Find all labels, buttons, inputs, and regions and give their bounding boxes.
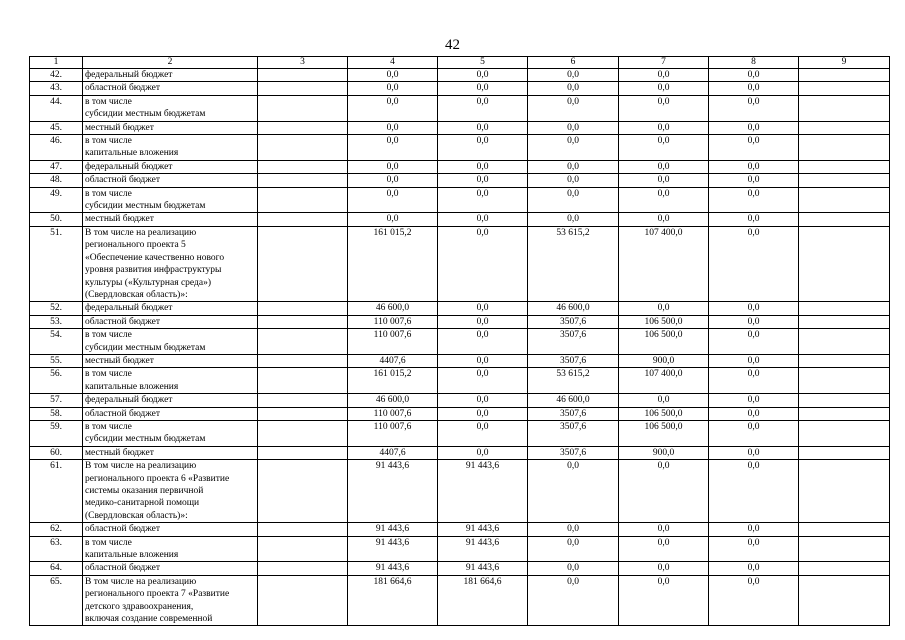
cell-value <box>799 523 890 536</box>
cell-value: 106 500,0 <box>619 329 709 355</box>
cell-value: 0,0 <box>348 82 438 95</box>
row-number: 47. <box>30 160 83 173</box>
cell-value: 0,0 <box>438 226 528 301</box>
cell-value: 0,0 <box>528 460 619 523</box>
cell-value: 0,0 <box>709 226 799 301</box>
cell-value: 0,0 <box>619 562 709 575</box>
cell-value: 91 443,6 <box>438 523 528 536</box>
row-number: 63. <box>30 536 83 562</box>
cell-value: 0,0 <box>438 135 528 161</box>
cell-value: 181 664,6 <box>348 575 438 626</box>
cell-value <box>258 160 348 173</box>
cell-value: 0,0 <box>619 160 709 173</box>
row-number: 57. <box>30 394 83 407</box>
cell-value <box>258 69 348 82</box>
cell-value: 0,0 <box>438 354 528 367</box>
row-label: в том числе субсидии местным бюджетам <box>83 329 258 355</box>
row-label: федеральный бюджет <box>83 394 258 407</box>
cell-value: 110 007,6 <box>348 315 438 328</box>
cell-value <box>258 446 348 459</box>
row-label: местный бюджет <box>83 121 258 134</box>
cell-value <box>799 213 890 226</box>
cell-value: 91 443,6 <box>438 460 528 523</box>
cell-value: 0,0 <box>438 302 528 315</box>
cell-value: 0,0 <box>709 354 799 367</box>
row-label: федеральный бюджет <box>83 302 258 315</box>
cell-value <box>258 121 348 134</box>
row-number: 56. <box>30 368 83 394</box>
cell-value: 161 015,2 <box>348 368 438 394</box>
cell-value <box>799 69 890 82</box>
cell-value: 4407,6 <box>348 446 438 459</box>
cell-value: 0,0 <box>619 302 709 315</box>
cell-value <box>799 368 890 394</box>
cell-value: 0,0 <box>528 95 619 121</box>
column-header: 4 <box>348 57 438 69</box>
table-row <box>30 446 890 459</box>
column-header: 1 <box>30 57 83 69</box>
table-row <box>30 394 890 407</box>
cell-value: 0,0 <box>709 329 799 355</box>
cell-value: 0,0 <box>709 368 799 394</box>
table-row <box>30 575 890 626</box>
cell-value: 0,0 <box>619 575 709 626</box>
cell-value <box>258 187 348 213</box>
column-header: 2 <box>83 57 258 69</box>
cell-value: 0,0 <box>438 420 528 446</box>
table-row <box>30 213 890 226</box>
cell-value: 0,0 <box>348 121 438 134</box>
cell-value: 0,0 <box>709 394 799 407</box>
cell-value <box>799 174 890 187</box>
cell-value <box>799 407 890 420</box>
row-number: 49. <box>30 187 83 213</box>
cell-value <box>258 536 348 562</box>
cell-value <box>799 95 890 121</box>
table-row <box>30 160 890 173</box>
cell-value <box>799 315 890 328</box>
cell-value: 0,0 <box>528 160 619 173</box>
row-number: 55. <box>30 354 83 367</box>
cell-value <box>258 95 348 121</box>
row-label: в том числе субсидии местным бюджетам <box>83 95 258 121</box>
cell-value: 0,0 <box>348 95 438 121</box>
cell-value: 0,0 <box>438 160 528 173</box>
cell-value: 91 443,6 <box>348 460 438 523</box>
cell-value: 0,0 <box>528 174 619 187</box>
table-row <box>30 460 890 523</box>
cell-value: 4407,6 <box>348 354 438 367</box>
cell-value <box>799 446 890 459</box>
cell-value: 0,0 <box>528 562 619 575</box>
cell-value: 110 007,6 <box>348 407 438 420</box>
row-label: в том числе субсидии местным бюджетам <box>83 420 258 446</box>
cell-value: 0,0 <box>348 160 438 173</box>
cell-value <box>258 315 348 328</box>
cell-value: 91 443,6 <box>348 536 438 562</box>
cell-value: 0,0 <box>619 82 709 95</box>
cell-value: 106 500,0 <box>619 315 709 328</box>
cell-value: 900,0 <box>619 354 709 367</box>
cell-value <box>258 302 348 315</box>
cell-value <box>799 82 890 95</box>
cell-value: 0,0 <box>438 187 528 213</box>
column-header: 8 <box>709 57 799 69</box>
cell-value: 0,0 <box>438 446 528 459</box>
cell-value: 3507,6 <box>528 420 619 446</box>
cell-value: 46 600,0 <box>348 302 438 315</box>
row-number: 58. <box>30 407 83 420</box>
cell-value: 181 664,6 <box>438 575 528 626</box>
cell-value <box>799 226 890 301</box>
column-header: 3 <box>258 57 348 69</box>
cell-value: 0,0 <box>528 135 619 161</box>
cell-value: 0,0 <box>438 213 528 226</box>
cell-value: 0,0 <box>709 174 799 187</box>
cell-value: 0,0 <box>709 562 799 575</box>
row-label: областной бюджет <box>83 174 258 187</box>
table-row <box>30 95 890 121</box>
table-row <box>30 420 890 446</box>
cell-value: 0,0 <box>709 575 799 626</box>
table-row <box>30 135 890 161</box>
cell-value: 53 615,2 <box>528 368 619 394</box>
cell-value: 0,0 <box>619 213 709 226</box>
cell-value <box>258 329 348 355</box>
budget-table <box>29 56 890 626</box>
cell-value <box>258 562 348 575</box>
cell-value: 3507,6 <box>528 446 619 459</box>
cell-value <box>258 82 348 95</box>
cell-value: 0,0 <box>348 213 438 226</box>
cell-value: 0,0 <box>619 135 709 161</box>
row-number: 43. <box>30 82 83 95</box>
cell-value: 0,0 <box>709 187 799 213</box>
row-label: местный бюджет <box>83 213 258 226</box>
cell-value: 0,0 <box>438 407 528 420</box>
cell-value: 0,0 <box>528 121 619 134</box>
cell-value: 91 443,6 <box>348 523 438 536</box>
table-row <box>30 536 890 562</box>
cell-value: 0,0 <box>709 536 799 562</box>
row-number: 52. <box>30 302 83 315</box>
row-label: местный бюджет <box>83 354 258 367</box>
table-row <box>30 226 890 301</box>
cell-value <box>258 174 348 187</box>
row-number: 64. <box>30 562 83 575</box>
row-label: В том числе на реализацию регионального проекта 5 «Обеспечение качественно нового уровня развития инфраструктуры культуры («Культурная среда») (Свердловская область)»: <box>83 226 258 301</box>
row-label: областной бюджет <box>83 82 258 95</box>
cell-value: 0,0 <box>709 121 799 134</box>
cell-value: 0,0 <box>528 187 619 213</box>
cell-value: 0,0 <box>348 187 438 213</box>
cell-value: 0,0 <box>619 121 709 134</box>
cell-value: 0,0 <box>619 394 709 407</box>
table-row <box>30 302 890 315</box>
cell-value: 0,0 <box>348 174 438 187</box>
cell-value <box>799 394 890 407</box>
cell-value: 0,0 <box>709 95 799 121</box>
row-number: 53. <box>30 315 83 328</box>
column-header: 7 <box>619 57 709 69</box>
cell-value <box>799 575 890 626</box>
table-row <box>30 69 890 82</box>
row-label: в том числе капитальные вложения <box>83 368 258 394</box>
cell-value: 0,0 <box>438 394 528 407</box>
row-number: 42. <box>30 69 83 82</box>
cell-value: 0,0 <box>438 95 528 121</box>
cell-value: 3507,6 <box>528 354 619 367</box>
cell-value <box>799 135 890 161</box>
cell-value: 0,0 <box>528 575 619 626</box>
cell-value: 0,0 <box>709 523 799 536</box>
row-label: местный бюджет <box>83 446 258 459</box>
cell-value: 110 007,6 <box>348 329 438 355</box>
row-label: в том числе субсидии местным бюджетам <box>83 187 258 213</box>
cell-value: 0,0 <box>709 69 799 82</box>
cell-value <box>799 460 890 523</box>
cell-value: 107 400,0 <box>619 368 709 394</box>
table-row <box>30 121 890 134</box>
cell-value <box>799 121 890 134</box>
table-row <box>30 368 890 394</box>
row-label: областной бюджет <box>83 523 258 536</box>
table-row <box>30 174 890 187</box>
row-number: 48. <box>30 174 83 187</box>
cell-value: 53 615,2 <box>528 226 619 301</box>
cell-value: 3507,6 <box>528 329 619 355</box>
row-number: 54. <box>30 329 83 355</box>
cell-value: 107 400,0 <box>619 226 709 301</box>
cell-value: 900,0 <box>619 446 709 459</box>
cell-value <box>258 407 348 420</box>
cell-value: 46 600,0 <box>528 394 619 407</box>
row-label: федеральный бюджет <box>83 69 258 82</box>
cell-value: 0,0 <box>709 160 799 173</box>
row-label: в том числе капитальные вложения <box>83 135 258 161</box>
row-number: 61. <box>30 460 83 523</box>
cell-value <box>258 575 348 626</box>
table-row <box>30 82 890 95</box>
cell-value: 0,0 <box>619 69 709 82</box>
row-number: 65. <box>30 575 83 626</box>
cell-value <box>799 562 890 575</box>
row-label: областной бюджет <box>83 407 258 420</box>
row-label: областной бюджет <box>83 315 258 328</box>
cell-value: 0,0 <box>528 82 619 95</box>
cell-value: 0,0 <box>619 187 709 213</box>
cell-value: 110 007,6 <box>348 420 438 446</box>
cell-value: 91 443,6 <box>438 562 528 575</box>
row-label: федеральный бюджет <box>83 160 258 173</box>
cell-value: 0,0 <box>709 82 799 95</box>
cell-value <box>258 523 348 536</box>
row-number: 50. <box>30 213 83 226</box>
cell-value: 0,0 <box>619 523 709 536</box>
row-label: В том числе на реализацию регионального проекта 6 «Развитие системы оказания первичной медико-санитарной помощи (Свердловская область)»: <box>83 460 258 523</box>
cell-value: 0,0 <box>709 315 799 328</box>
cell-value: 3507,6 <box>528 407 619 420</box>
row-number: 60. <box>30 446 83 459</box>
cell-value <box>258 213 348 226</box>
cell-value: 0,0 <box>438 315 528 328</box>
table-row <box>30 562 890 575</box>
cell-value: 0,0 <box>709 407 799 420</box>
cell-value <box>799 329 890 355</box>
cell-value: 161 015,2 <box>348 226 438 301</box>
cell-value: 0,0 <box>709 135 799 161</box>
cell-value: 0,0 <box>709 460 799 523</box>
cell-value <box>258 394 348 407</box>
row-number: 46. <box>30 135 83 161</box>
cell-value: 0,0 <box>438 174 528 187</box>
cell-value: 0,0 <box>438 121 528 134</box>
cell-value: 0,0 <box>619 95 709 121</box>
row-label: областной бюджет <box>83 562 258 575</box>
cell-value: 0,0 <box>709 302 799 315</box>
column-header-row <box>30 57 890 69</box>
cell-value: 0,0 <box>619 460 709 523</box>
cell-value: 46 600,0 <box>348 394 438 407</box>
cell-value <box>799 187 890 213</box>
cell-value: 0,0 <box>709 213 799 226</box>
row-label: В том числе на реализацию регионального проекта 7 «Развитие детского здравоохранения, включая создание современной <box>83 575 258 626</box>
cell-value <box>799 536 890 562</box>
row-label: в том числе капитальные вложения <box>83 536 258 562</box>
cell-value <box>799 160 890 173</box>
table-row <box>30 187 890 213</box>
row-number: 62. <box>30 523 83 536</box>
cell-value <box>258 368 348 394</box>
cell-value <box>799 302 890 315</box>
cell-value: 0,0 <box>709 446 799 459</box>
cell-value: 3507,6 <box>528 315 619 328</box>
cell-value: 0,0 <box>438 82 528 95</box>
cell-value: 0,0 <box>348 135 438 161</box>
row-number: 44. <box>30 95 83 121</box>
cell-value: 0,0 <box>438 329 528 355</box>
cell-value: 0,0 <box>619 174 709 187</box>
cell-value: 106 500,0 <box>619 407 709 420</box>
cell-value: 0,0 <box>528 536 619 562</box>
cell-value <box>258 354 348 367</box>
row-number: 51. <box>30 226 83 301</box>
cell-value: 0,0 <box>528 523 619 536</box>
cell-value: 91 443,6 <box>438 536 528 562</box>
column-header: 5 <box>438 57 528 69</box>
cell-value <box>258 420 348 446</box>
page-number: 42 <box>445 37 460 53</box>
cell-value <box>258 226 348 301</box>
cell-value <box>258 135 348 161</box>
row-number: 45. <box>30 121 83 134</box>
column-header: 6 <box>528 57 619 69</box>
cell-value: 106 500,0 <box>619 420 709 446</box>
table-row <box>30 315 890 328</box>
table-row <box>30 354 890 367</box>
cell-value: 0,0 <box>438 69 528 82</box>
cell-value: 46 600,0 <box>528 302 619 315</box>
cell-value: 0,0 <box>528 213 619 226</box>
cell-value: 0,0 <box>619 536 709 562</box>
column-header: 9 <box>799 57 890 69</box>
cell-value: 0,0 <box>438 368 528 394</box>
cell-value <box>258 460 348 523</box>
table-row <box>30 523 890 536</box>
cell-value: 0,0 <box>528 69 619 82</box>
cell-value <box>799 420 890 446</box>
cell-value: 0,0 <box>709 420 799 446</box>
table-row <box>30 329 890 355</box>
row-number: 59. <box>30 420 83 446</box>
cell-value: 91 443,6 <box>348 562 438 575</box>
cell-value <box>799 354 890 367</box>
table-row <box>30 407 890 420</box>
cell-value: 0,0 <box>348 69 438 82</box>
